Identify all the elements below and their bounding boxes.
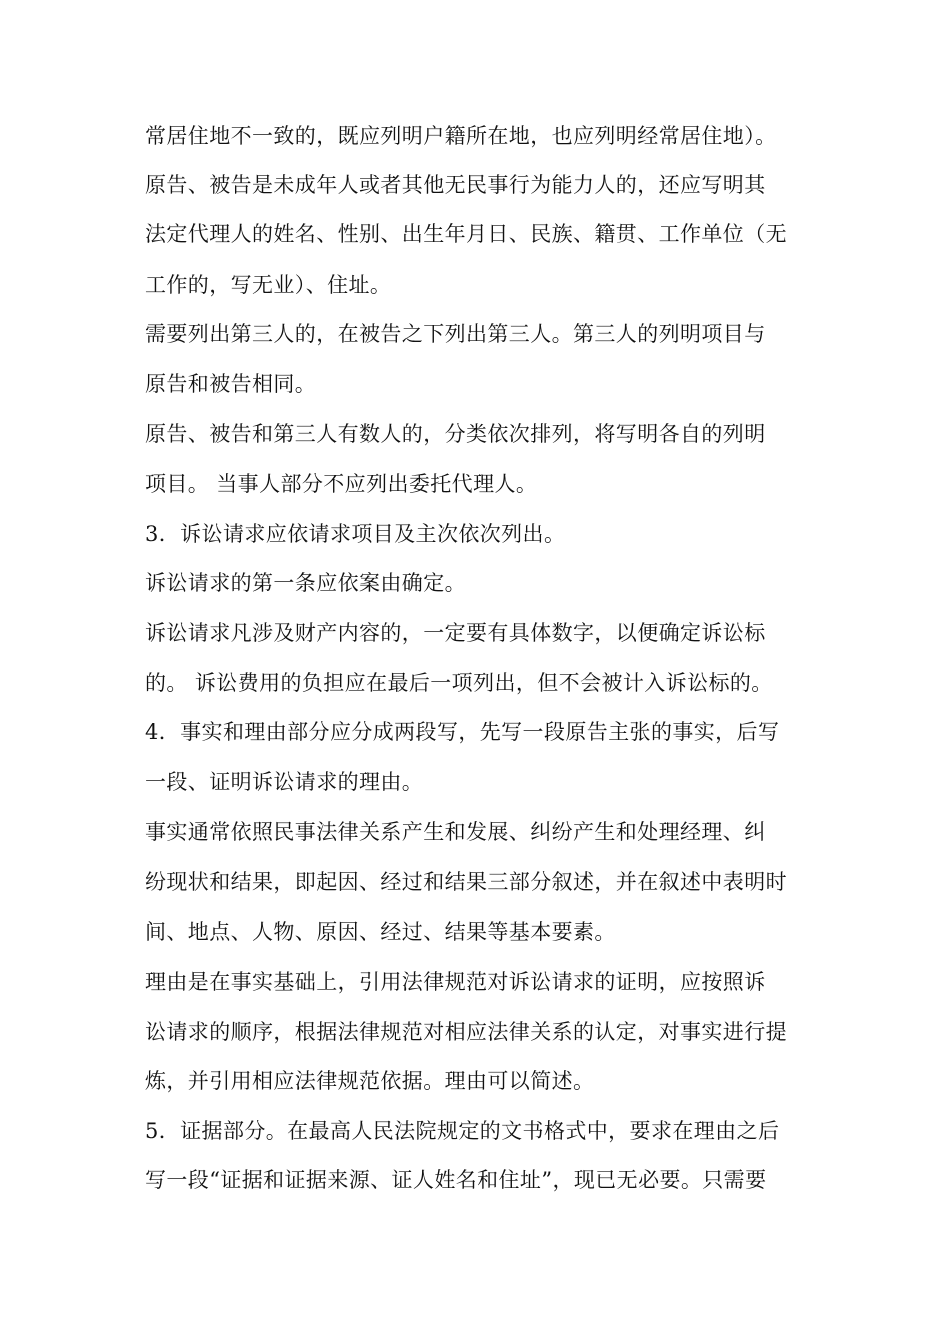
text-line: 3．诉讼请求应依请求项目及主次依次列出。 [145, 522, 566, 546]
text-line: 的。 诉讼费用的负担应在最后一项列出，但不会被计入诉讼标的。 [145, 671, 773, 695]
text-line: 原告、被告是未成年人或者其他无民事行为能力人的，还应写明其 [145, 173, 766, 197]
text-line: 事实通常依照民事法律关系产生和发展、纠纷产生和处理经理、纠 [145, 820, 766, 844]
text-line: 4．事实和理由部分应分成两段写，先写一段原告主张的事实，后写 [145, 720, 780, 744]
text-line: 项目。 当事人部分不应列出委托代理人。 [145, 472, 538, 496]
text-line: 法定代理人的姓名、性别、出生年月日、民族、籍贯、工作单位（无 [145, 222, 787, 246]
text-line: 写一段“证据和证据来源、证人姓名和住址”，现已无必要。只需要 [145, 1168, 767, 1192]
text-line: 工作的，写无业）、住址。 [145, 273, 392, 297]
text-line: 纷现状和结果，即起因、经过和结果三部分叙述，并在叙述中表明时 [145, 870, 787, 894]
text-line: 需要列出第三人的，在被告之下列出第三人。第三人的列明项目与 [145, 322, 766, 346]
text-line: 理由是在事实基础上，引用法律规范对诉讼请求的证明，应按照诉 [145, 970, 766, 994]
text-line: 炼，并引用相应法律规范依据。理由可以简述。 [145, 1069, 595, 1093]
text-line: 诉讼请求凡涉及财产内容的，一定要有具体数字，以便确定诉讼标 [145, 621, 766, 645]
text-line: 原告和被告相同。 [145, 372, 317, 396]
text-line: 诉讼请求的第一条应依案由确定。 [145, 571, 466, 595]
text-line: 讼请求的顺序，根据法律规范对相应法律关系的认定，对事实进行提 [145, 1020, 787, 1044]
text-line: 原告、被告和第三人有数人的，分类依次排列，将写明各自的列明 [145, 422, 766, 446]
text-line: 常居住地不一致的，既应列明户籍所在地，也应列明经常居住地）。 [145, 124, 777, 148]
text-line: 5．证据部分。在最高人民法院规定的文书格式中，要求在理由之后 [145, 1119, 780, 1143]
text-line: 一段、证明诉讼请求的理由。 [145, 770, 424, 794]
text-line: 间、地点、人物、原因、经过、结果等基本要素。 [145, 920, 616, 944]
